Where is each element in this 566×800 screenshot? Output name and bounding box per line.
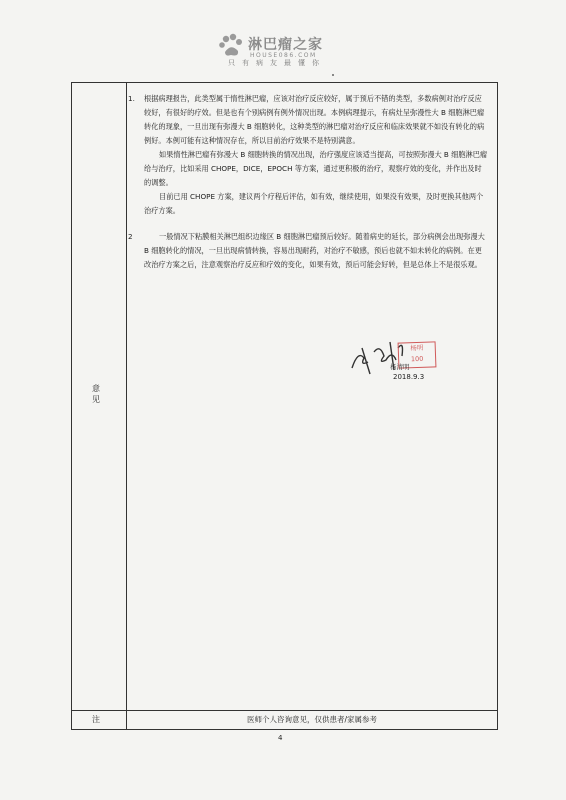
logo-title: 淋巴瘤之家 bbox=[248, 37, 323, 53]
page-number: 4 bbox=[278, 734, 283, 742]
table-row-divider bbox=[71, 710, 498, 711]
paw-logo-icon bbox=[218, 32, 244, 58]
doctor-seal: 杨明 100 bbox=[398, 341, 437, 368]
opinion-item-2 bbox=[128, 230, 488, 272]
signer-name: 杨清明 bbox=[390, 363, 410, 371]
table-column-divider bbox=[126, 82, 127, 730]
item-paragraph: 目前已用 CHOPE 方案，建议两个疗程后评估，如有效，继续使用，如果没有效果，及时更换其他两个治疗方案。 bbox=[144, 192, 484, 215]
item-paragraph: 一般情况下粘膜相关淋巴组织边缘区 B 细胞淋巴瘤预后较好。随着病史的延长，部分病例会出现弥漫大 B 细胞转化的情况，一旦出现病情转换，容易出现耐药，对治疗不敏感，预后也就不如未转化的病例。在更改治疗方案之后，注意观察治疗反应和疗效的变化，如果有效，预后可能会好转，但是总体上不是很乐观。 bbox=[144, 232, 485, 269]
item-number: 1. bbox=[128, 94, 135, 103]
logo-subtitle: HOUSE086.COM bbox=[250, 52, 317, 59]
item-number: 2 bbox=[128, 232, 133, 241]
opinion-item-1 bbox=[128, 92, 488, 218]
item-paragraph: 根据病理报告，此类型属于惰性淋巴瘤，应该对治疗反应较好，属于预后不错的类型，多数病例对治疗反应较好，有很好的疗效。但是也有个别病例有例外情况出现。本例病理提示，有病灶呈弥漫性大 B 细胞淋巴瘤转化的现象，一旦出现有弥漫大 B 细胞转化，这种类型的淋巴瘤对治疗反应和临床效果就不如没有转化的病例好。本例可能有这种情况存在，所以目前治疗效果不是特别满意。 bbox=[144, 94, 485, 145]
scan-dot bbox=[332, 74, 334, 76]
note-text: 医师个人咨询意见，仅供患者/家属参考 bbox=[246, 715, 378, 724]
signature-date: 2018.9.3 bbox=[393, 373, 425, 381]
logo-slogan: 只有病友最懂你 bbox=[228, 59, 326, 67]
item-paragraph: 如果惰性淋巴瘤有弥漫大 B 细胞转换的情况出现，治疗强度应该适当提高，可按照弥漫大 B 细胞淋巴瘤给与治疗，比如采用 CHOPE，DICE，EPOCH 等方案，通过更积极的治疗，观察疗效的变化，并作出及时的调整。 bbox=[144, 150, 488, 187]
note-label: 注 bbox=[92, 715, 100, 724]
opinion-content bbox=[128, 92, 488, 272]
opinion-label: 意见 bbox=[92, 384, 100, 404]
